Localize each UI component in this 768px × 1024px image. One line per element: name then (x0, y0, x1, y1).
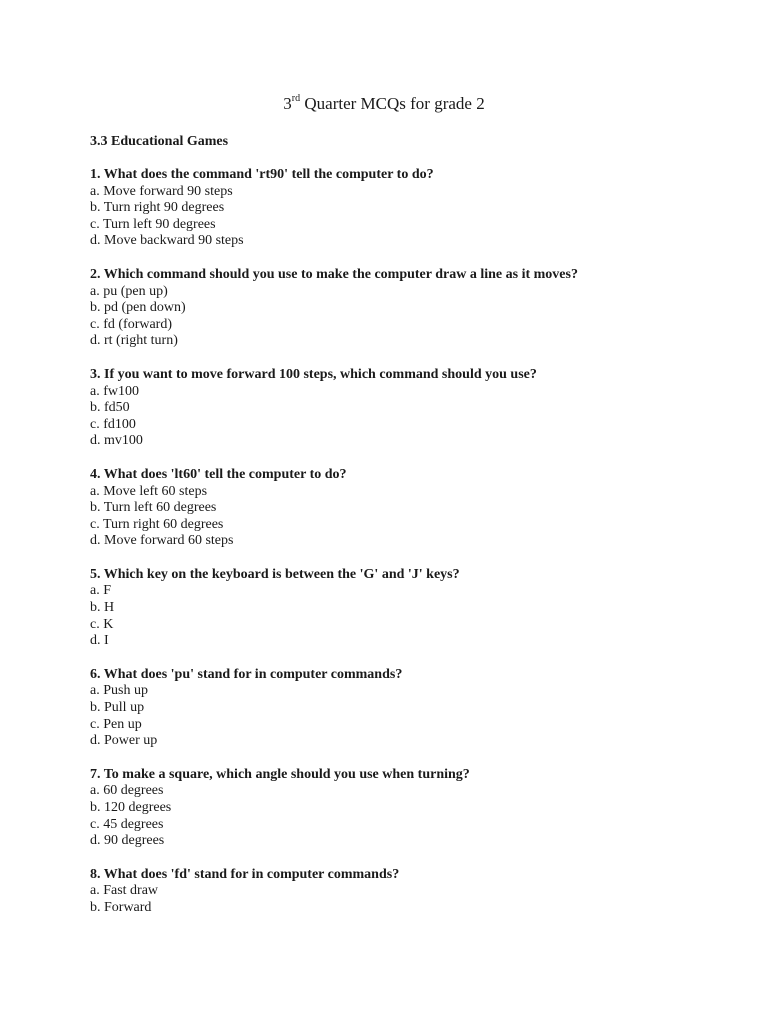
option-b: b. Forward (90, 899, 152, 915)
question-text: 4. What does 'lt60' tell the computer to do? (90, 466, 347, 482)
option-a: a. pu (pen up) (90, 283, 168, 299)
question-text: 5. Which key on the keyboard is between the 'G' and 'J' keys? (90, 566, 460, 582)
document-title (0, 93, 768, 115)
option-a: a. Move forward 90 steps (90, 183, 233, 199)
option-b: b. Pull up (90, 700, 145, 716)
question-4 (90, 467, 730, 550)
question-list (90, 167, 730, 934)
option-a: a. fw100 (90, 383, 139, 399)
question-6 (90, 667, 730, 750)
option-a: a. Push up (90, 683, 148, 699)
question-text: 8. What does 'fd' stand for in computer commands? (90, 866, 400, 882)
option-a: a. Move left 60 steps (90, 483, 208, 499)
option-b: b. Turn left 60 degrees (90, 500, 217, 516)
question-7 (90, 767, 730, 850)
question-text: 7. To make a square, which angle should you use when turning? (90, 766, 470, 782)
question-text: 1. What does the command 'rt90' tell the computer to do? (90, 167, 434, 182)
option-b: b. Turn right 90 degrees (90, 200, 225, 216)
title-superscript: rd (291, 93, 301, 105)
option-a: a. Fast draw (90, 883, 159, 899)
question-3 (90, 367, 730, 450)
question-text: 2. Which command should you use to make the computer draw a line as it moves? (90, 266, 578, 282)
question-text: 6. What does 'pu' stand for in computer commands? (90, 666, 403, 682)
section-heading: 3.3 Educational Games (90, 134, 229, 149)
question-2 (90, 267, 730, 350)
option-d: d. Power up (90, 733, 158, 749)
option-c: c. Pen up (90, 716, 142, 732)
question-8 (90, 867, 730, 917)
option-b: b. H (90, 600, 115, 616)
option-c: c. 45 degrees (90, 816, 164, 832)
option-c: c. Turn right 60 degrees (90, 516, 224, 532)
option-d: d. mv100 (90, 433, 143, 449)
option-d: d. Move backward 90 steps (90, 233, 244, 249)
option-d: d. Move forward 60 steps (90, 533, 234, 549)
option-c: c. K (90, 616, 114, 632)
option-c: c. fd100 (90, 416, 136, 432)
option-d: d. rt (right turn) (90, 333, 178, 349)
question-text: 3. If you want to move forward 100 steps, which command should you use? (90, 366, 537, 382)
title-prefix: 3 (283, 94, 292, 113)
option-c: c. Turn left 90 degrees (90, 216, 216, 232)
question-1 (90, 167, 730, 250)
option-a: a. 60 degrees (90, 783, 164, 799)
option-d: d. 90 degrees (90, 833, 165, 849)
option-c: c. fd (forward) (90, 316, 173, 332)
option-a: a. F (90, 583, 111, 599)
title-rest: Quarter MCQs for grade 2 (300, 94, 485, 113)
option-b: b. fd50 (90, 400, 130, 416)
option-d: d. I (90, 633, 109, 649)
option-b: b. pd (pen down) (90, 300, 186, 316)
option-b: b. 120 degrees (90, 800, 172, 815)
question-5 (90, 567, 730, 650)
